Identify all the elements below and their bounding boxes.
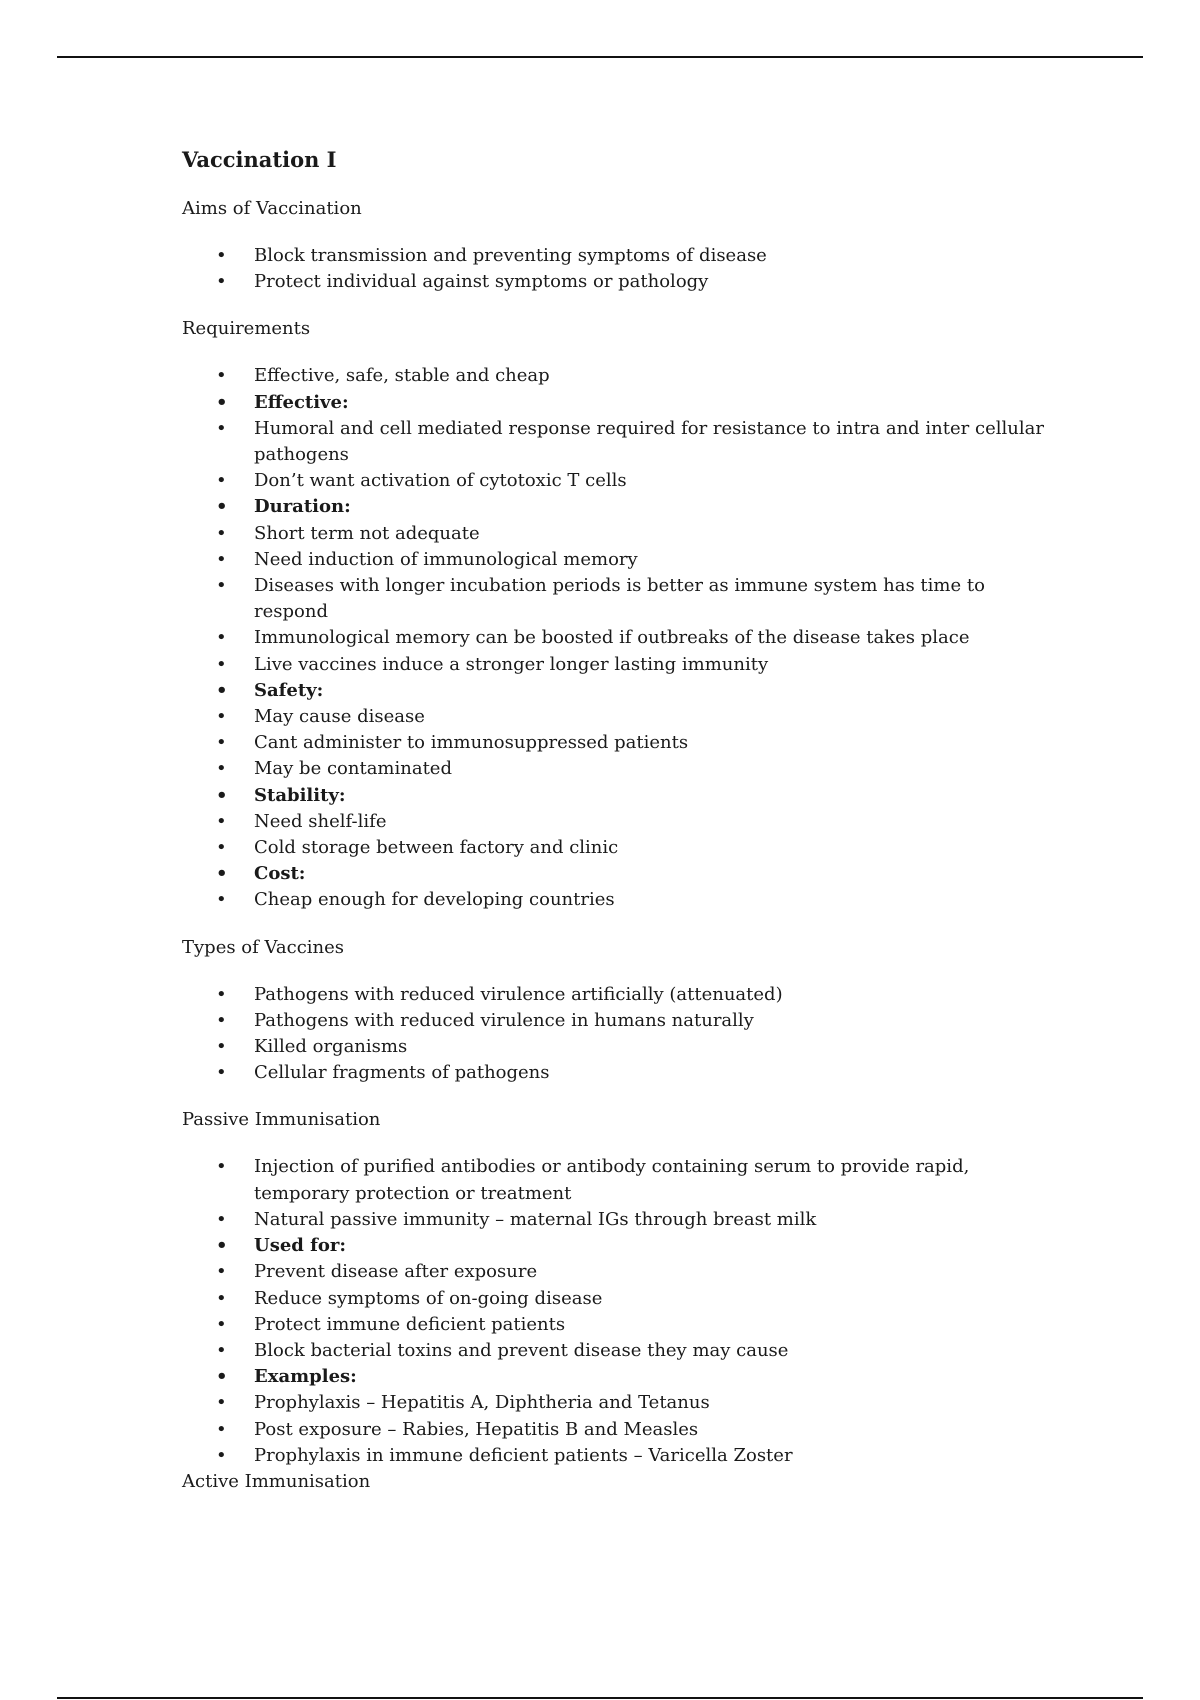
bullet-list-types xyxy=(182,982,1062,1087)
list-item: • May cause disease xyxy=(182,704,1062,730)
list-item: • Prevent disease after exposure xyxy=(182,1259,1062,1285)
list-item: • Need shelf-life xyxy=(182,809,1062,835)
list-item: • Stability: xyxy=(182,783,1062,809)
section-heading-active: Active Immunisation xyxy=(182,1470,371,1492)
list-item: • Humoral and cell mediated response required for resistance to intra and inter cellular pathogens xyxy=(182,416,1062,468)
list-item: • Diseases with longer incubation periods is better as immune system has time to respond xyxy=(182,573,1062,625)
bullet-list-requirements xyxy=(182,363,1062,913)
list-item: • Block transmission and preventing symptoms of disease xyxy=(182,243,1062,269)
bullet-list-aims xyxy=(182,243,1062,295)
top-rule xyxy=(57,56,1143,58)
list-item: • Examples: xyxy=(182,1364,1062,1390)
list-item: • Killed organisms xyxy=(182,1034,1062,1060)
list-item: • Prophylaxis in immune deficient patients – Varicella Zoster xyxy=(182,1443,1062,1469)
list-item: • Post exposure – Rabies, Hepatitis B and Measles xyxy=(182,1417,1062,1443)
bullet-list-passive xyxy=(182,1154,1062,1468)
list-item: • Natural passive immunity – maternal IGs through breast milk xyxy=(182,1207,1062,1233)
list-item: • May be contaminated xyxy=(182,756,1062,782)
list-item: • Prophylaxis – Hepatitis A, Diphtheria and Tetanus xyxy=(182,1390,1062,1416)
list-item: • Protect individual against symptoms or pathology xyxy=(182,269,1062,295)
list-item: • Cost: xyxy=(182,861,1062,887)
list-item: • Block bacterial toxins and prevent disease they may cause xyxy=(182,1338,1062,1364)
list-item: • Safety: xyxy=(182,678,1062,704)
list-item: • Protect immune deficient patients xyxy=(182,1312,1062,1338)
list-item: • Reduce symptoms of on-going disease xyxy=(182,1286,1062,1312)
bottom-rule xyxy=(57,1697,1143,1699)
list-item: • Effective, safe, stable and cheap xyxy=(182,363,1062,389)
list-item: • Used for: xyxy=(182,1233,1062,1259)
document-title: Vaccination I xyxy=(182,147,337,172)
list-item: • Immunological memory can be boosted if outbreaks of the disease takes place xyxy=(182,625,1062,651)
list-item: • Short term not adequate xyxy=(182,521,1062,547)
list-item: • Cant administer to immunosuppressed patients xyxy=(182,730,1062,756)
list-item: • Don’t want activation of cytotoxic T cells xyxy=(182,468,1062,494)
list-item: • Live vaccines induce a stronger longer lasting immunity xyxy=(182,652,1062,678)
list-item: • Cheap enough for developing countries xyxy=(182,887,1062,913)
list-item: • Cellular fragments of pathogens xyxy=(182,1060,1062,1086)
section-heading-passive: Passive Immunisation xyxy=(182,1109,381,1131)
section-heading-requirements: Requirements xyxy=(182,318,311,340)
list-item: • Pathogens with reduced virulence in humans naturally xyxy=(182,1008,1062,1034)
document-body xyxy=(182,146,1062,1516)
section-heading-types: Types of Vaccines xyxy=(182,936,345,958)
list-item: • Cold storage between factory and clinic xyxy=(182,835,1062,861)
list-item: • Need induction of immunological memory xyxy=(182,547,1062,573)
list-item: • Effective: xyxy=(182,390,1062,416)
section-heading-aims: Aims of Vaccination xyxy=(182,198,362,219)
list-item: • Duration: xyxy=(182,494,1062,520)
list-item: • Pathogens with reduced virulence artificially (attenuated) xyxy=(182,982,1062,1008)
list-item: • Injection of purified antibodies or antibody containing serum to provide rapid, temporary protection or treatment xyxy=(182,1154,1062,1206)
